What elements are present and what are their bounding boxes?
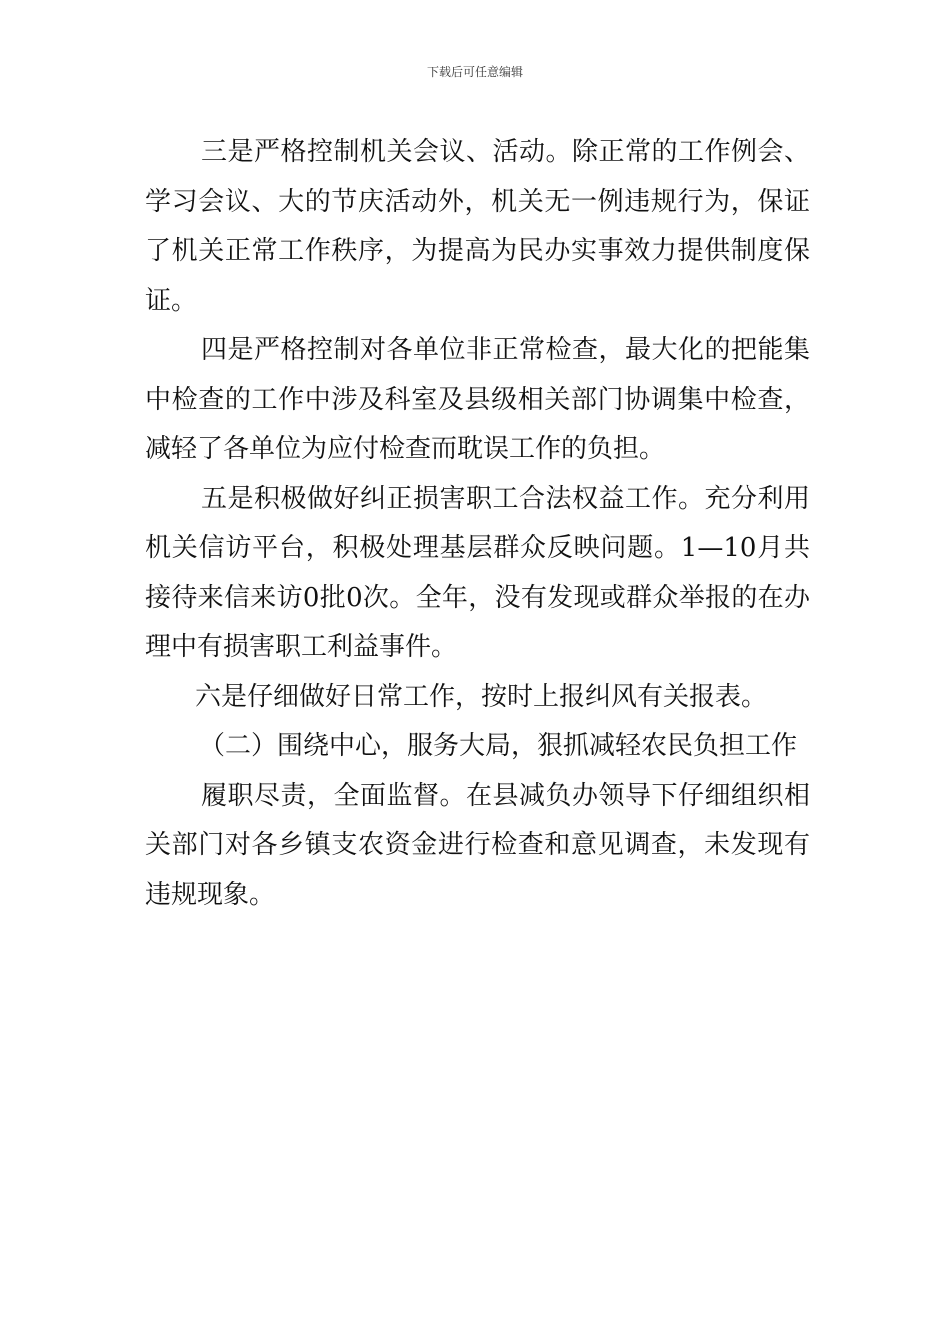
document-body [145, 128, 810, 920]
section-heading: （二）围绕中心，服务大局，狠抓减轻农民负担工作 [199, 731, 798, 761]
paragraph-supervision: 履职尽责，全面监督。在县减负办领导下仔细组织相关部门对各乡镇支农资金进行检查和意见调查，未发现有违规现象。 [145, 780, 810, 910]
page-header-note: 下载后可任意编辑 [426, 65, 523, 79]
paragraph-daily-work: 六是仔细做好日常工作，按时上报纠风有关报表。 [195, 681, 768, 712]
paragraph-worker-rights: 五是积极做好纠正损害职工合法权益工作。充分利用机关信访平台，积极处理基层群众反映问题。1—10月共接待来信来访0批0次。全年，没有发现或群众举报的在办理中有损害职工利益事件。 [145, 483, 810, 662]
paragraph-inspection-control: 四是严格控制对各单位非正常检查，最大化的把能集中检查的工作中涉及科室及县级相关部门协调集中检查，减轻了各单位为应付检查而耽误工作的负担。 [145, 335, 810, 464]
paragraph-meeting-control: 三是严格控制机关会议、活动。除正常的工作例会、学习会议、大的节庆活动外，机关无一例违规行为，保证了机关正常工作秩序，为提高为民办实事效力提供制度保证。 [145, 137, 810, 316]
